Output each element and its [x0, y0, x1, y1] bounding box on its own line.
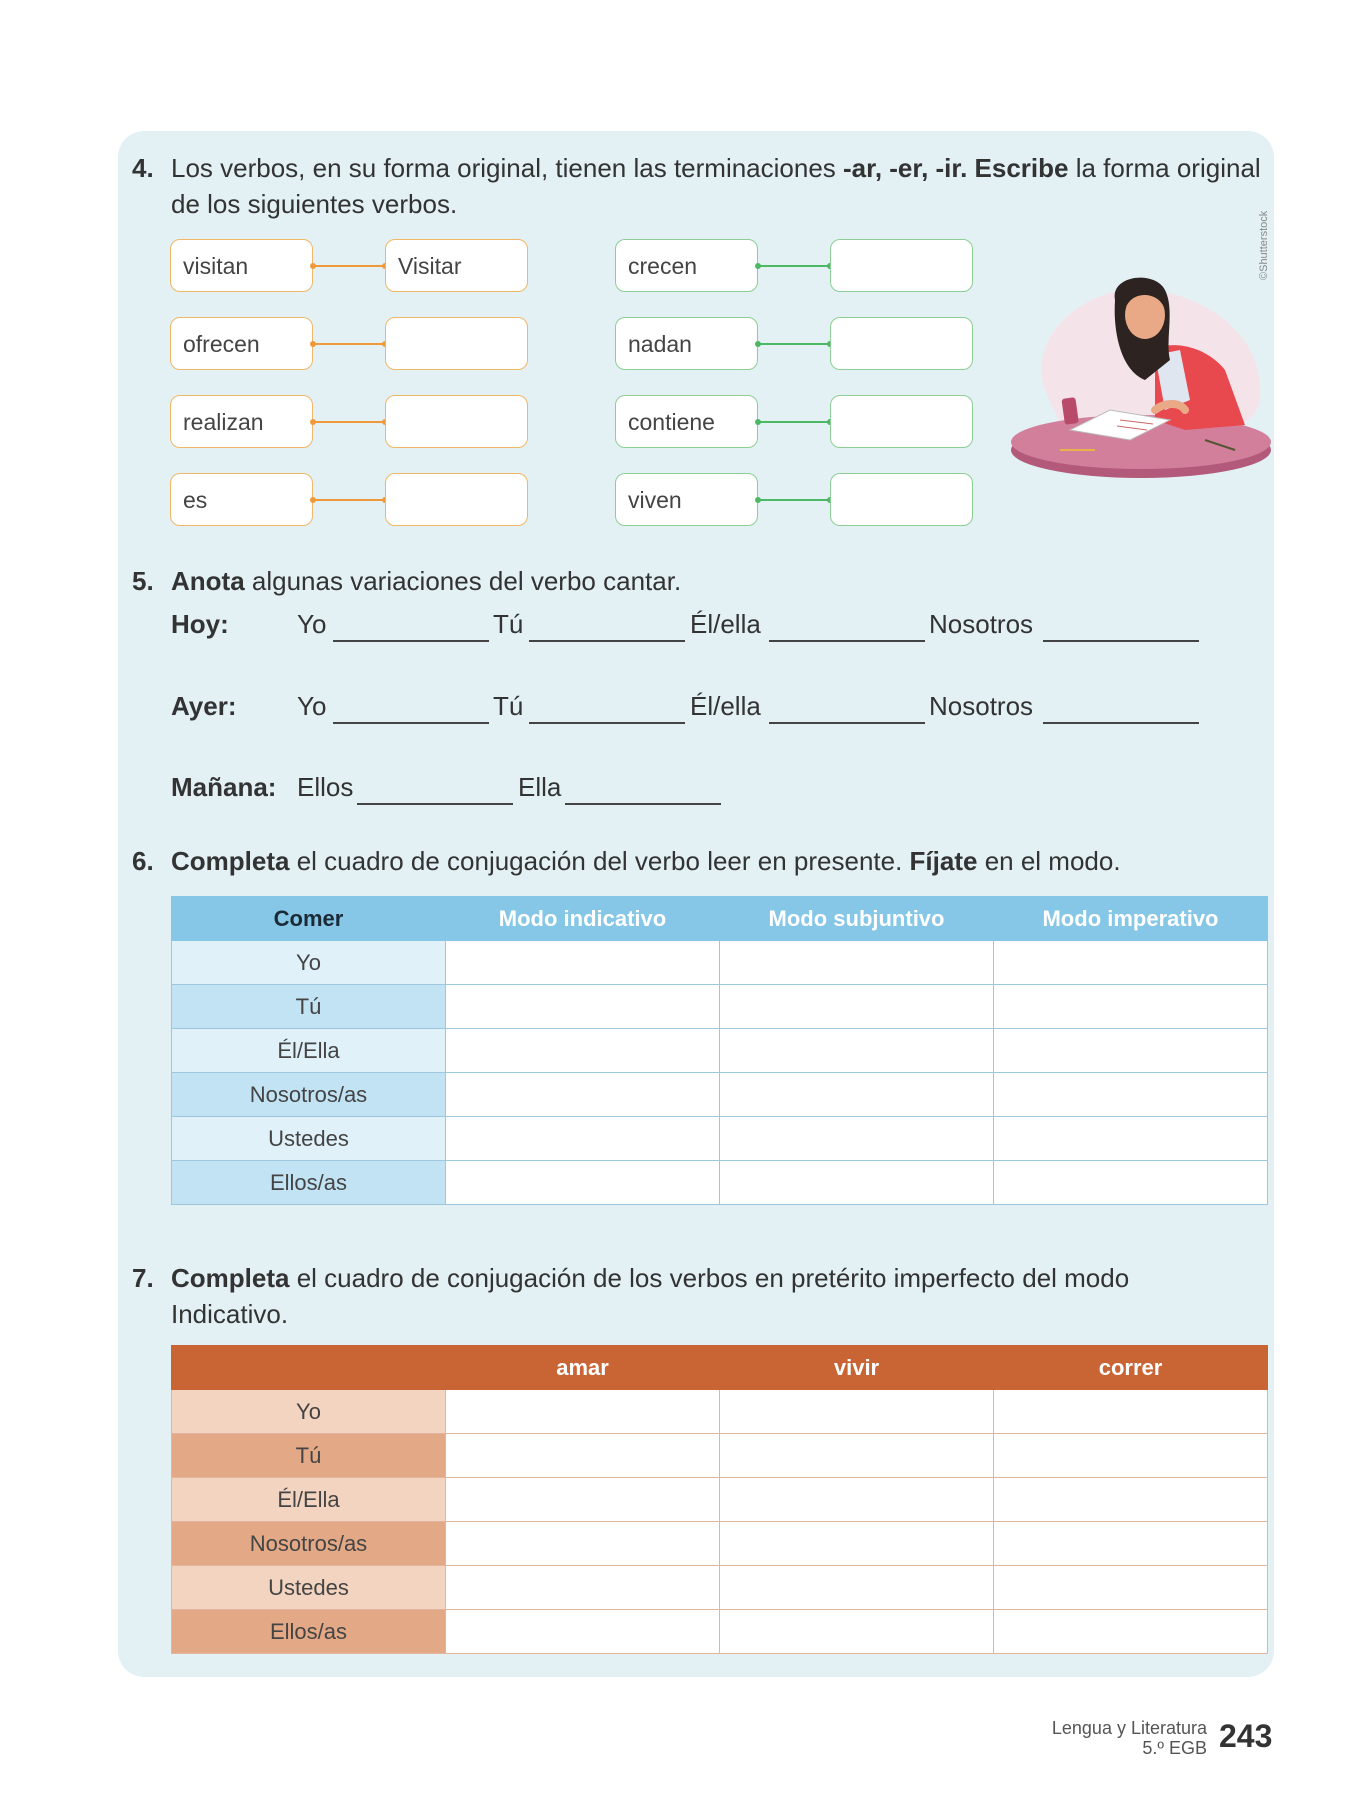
answer-line[interactable]: [529, 722, 685, 724]
answer-line[interactable]: [357, 803, 513, 805]
q6-bold-2: Fíjate: [909, 846, 978, 876]
column-header: [172, 1346, 446, 1390]
column-header: correr: [994, 1346, 1268, 1390]
q4-number: 4.: [132, 153, 154, 183]
table-row: [172, 941, 1268, 985]
answer-box[interactable]: [830, 395, 973, 448]
connector: [313, 421, 385, 423]
verb-box: ofrecen: [170, 317, 313, 370]
table-row: [172, 1029, 1268, 1073]
q7-number: 7.: [132, 1263, 154, 1293]
column-header: Modo indicativo: [446, 897, 720, 941]
answer-cell[interactable]: [994, 1029, 1268, 1073]
answer-cell[interactable]: [994, 1610, 1268, 1654]
answer-cell[interactable]: [446, 1390, 720, 1434]
answer-box[interactable]: Visitar: [385, 239, 528, 292]
row-label: Ustedes: [172, 1566, 446, 1610]
column-header: Modo subjuntivo: [720, 897, 994, 941]
answer-line[interactable]: [1043, 722, 1199, 724]
row-label: Él/Ella: [172, 1029, 446, 1073]
row-label: Tú: [172, 1434, 446, 1478]
answer-cell[interactable]: [446, 1522, 720, 1566]
q6-instruction: [132, 843, 1272, 879]
connector: [758, 499, 830, 501]
answer-line[interactable]: [769, 722, 925, 724]
row-label: Nosotros/as: [172, 1073, 446, 1117]
pronoun-label: Yo: [297, 609, 327, 639]
row-label: Ayer:: [171, 691, 237, 721]
q6-bold-1: Completa: [171, 846, 290, 876]
q5-bold: Anota: [171, 566, 245, 596]
answer-cell[interactable]: [446, 1029, 720, 1073]
answer-cell[interactable]: [720, 1522, 994, 1566]
row-label: Mañana:: [171, 772, 277, 802]
table-row: [172, 1522, 1268, 1566]
connector: [313, 499, 385, 501]
conjugation-table-comer: [171, 896, 1268, 1205]
q5-row-hoy: [0, 609, 1350, 645]
answer-cell[interactable]: [446, 1073, 720, 1117]
answer-cell[interactable]: [720, 1566, 994, 1610]
row-label: Hoy:: [171, 609, 229, 639]
column-header: Modo imperativo: [994, 897, 1268, 941]
pronoun-label: Él/ella: [690, 609, 761, 639]
q4-bold-1: -ar, -er, -ir. Escribe: [843, 153, 1069, 183]
row-label: Él/Ella: [172, 1478, 446, 1522]
q6-text-2: en el modo.: [977, 846, 1121, 876]
answer-line[interactable]: [333, 722, 489, 724]
answer-cell[interactable]: [720, 1478, 994, 1522]
answer-cell[interactable]: [720, 1610, 994, 1654]
pronoun-label: Nosotros: [929, 609, 1034, 639]
footer-grade: 5.º EGB: [1142, 1738, 1207, 1758]
q6-text-1: el cuadro de conjugación del verbo leer en presente.: [289, 846, 910, 876]
answer-cell[interactable]: [720, 1161, 994, 1205]
answer-cell[interactable]: [720, 1073, 994, 1117]
q7-text: el cuadro de conjugación de los verbos en pretérito imperfecto del modo Indicativo.: [171, 1263, 1130, 1329]
page-number: 243: [1219, 1718, 1273, 1754]
q7-instruction: [132, 1260, 1192, 1332]
connector: [313, 265, 385, 267]
column-header: amar: [446, 1346, 720, 1390]
row-label: Yo: [172, 941, 446, 985]
q4-text-1: Los verbos, en su forma original, tienen las terminaciones: [171, 153, 844, 183]
answer-cell[interactable]: [720, 941, 994, 985]
pronoun-label: Tú: [493, 691, 524, 721]
connector: [313, 343, 385, 345]
pronoun-label: Yo: [297, 691, 327, 721]
answer-box[interactable]: [385, 473, 528, 526]
answer-box[interactable]: [385, 317, 528, 370]
answer-line[interactable]: [1043, 640, 1199, 642]
q6-number: 6.: [132, 846, 154, 876]
table-row: [172, 1566, 1268, 1610]
verb-box: viven: [615, 473, 758, 526]
answer-cell[interactable]: [994, 1390, 1268, 1434]
q5-number: 5.: [132, 566, 154, 596]
table-row: [172, 1434, 1268, 1478]
connector: [758, 421, 830, 423]
q4-instruction: [132, 150, 1272, 222]
answer-cell[interactable]: [994, 1478, 1268, 1522]
footer-subject: Lengua y Literatura: [1051, 1718, 1207, 1738]
row-label: Ellos/as: [172, 1610, 446, 1654]
answer-line[interactable]: [333, 640, 489, 642]
table-row: [172, 1073, 1268, 1117]
row-label: Yo: [172, 1390, 446, 1434]
connector: [758, 265, 830, 267]
pronoun-label: Nosotros: [929, 691, 1034, 721]
verb-box: crecen: [615, 239, 758, 292]
table-row: [172, 1117, 1268, 1161]
row-label: Ustedes: [172, 1117, 446, 1161]
row-label: Ellos/as: [172, 1161, 446, 1205]
verb-box: visitan: [170, 239, 313, 292]
answer-cell[interactable]: [994, 1434, 1268, 1478]
q5-row-ayer: [0, 691, 1350, 727]
verb-box: realizan: [170, 395, 313, 448]
pronoun-label: Ellos: [297, 772, 354, 802]
answer-cell[interactable]: [446, 1434, 720, 1478]
answer-box[interactable]: [830, 473, 973, 526]
answer-cell[interactable]: [994, 1073, 1268, 1117]
answer-line[interactable]: [565, 803, 721, 805]
answer-cell[interactable]: [446, 941, 720, 985]
student-writing-illustration: [1005, 270, 1275, 485]
answer-box[interactable]: [830, 317, 973, 370]
table-header-row: [172, 897, 1268, 941]
conjugation-table-imperfecto: [171, 1345, 1268, 1654]
q5-text: algunas variaciones del verbo cantar.: [244, 566, 682, 596]
table-row: [172, 1610, 1268, 1654]
answer-box[interactable]: [385, 395, 528, 448]
row-label: Nosotros/as: [172, 1522, 446, 1566]
q5-instruction: [132, 563, 1132, 599]
answer-box[interactable]: [830, 239, 973, 292]
q5-row-manana: [0, 772, 1350, 808]
answer-cell[interactable]: [446, 1161, 720, 1205]
pronoun-label: Ella: [518, 772, 562, 802]
answer-cell[interactable]: [720, 1390, 994, 1434]
answer-cell[interactable]: [994, 1566, 1268, 1610]
answer-line[interactable]: [769, 640, 925, 642]
table-header-row: [172, 1346, 1268, 1390]
verb-box: nadan: [615, 317, 758, 370]
answer-cell[interactable]: [994, 941, 1268, 985]
pronoun-label: Él/ella: [690, 691, 761, 721]
table-row: [172, 1478, 1268, 1522]
verb-box: es: [170, 473, 313, 526]
q7-bold: Completa: [171, 1263, 290, 1293]
answer-cell[interactable]: [994, 1522, 1268, 1566]
image-credit: ©Shutterstock: [1258, 210, 1270, 280]
pronoun-label: Tú: [493, 609, 524, 639]
answer-cell[interactable]: [720, 985, 994, 1029]
table-row: [172, 985, 1268, 1029]
answer-cell[interactable]: [720, 1029, 994, 1073]
answer-line[interactable]: [529, 640, 685, 642]
table-row: [172, 1161, 1268, 1205]
table-row: [172, 1390, 1268, 1434]
answer-cell[interactable]: [446, 985, 720, 1029]
verb-box: contiene: [615, 395, 758, 448]
answer-cell[interactable]: [720, 1117, 994, 1161]
connector: [758, 343, 830, 345]
answer-cell[interactable]: [446, 1478, 720, 1522]
column-header: vivir: [720, 1346, 994, 1390]
answer-cell[interactable]: [994, 1117, 1268, 1161]
answer-cell[interactable]: [994, 985, 1268, 1029]
answer-cell[interactable]: [446, 1566, 720, 1610]
answer-cell[interactable]: [720, 1434, 994, 1478]
q4-text-2: la forma original de los siguientes verbos.: [171, 153, 1261, 219]
answer-cell[interactable]: [446, 1117, 720, 1161]
row-label: Tú: [172, 985, 446, 1029]
column-header: Comer: [172, 897, 446, 941]
answer-cell[interactable]: [446, 1610, 720, 1654]
answer-cell[interactable]: [994, 1161, 1268, 1205]
